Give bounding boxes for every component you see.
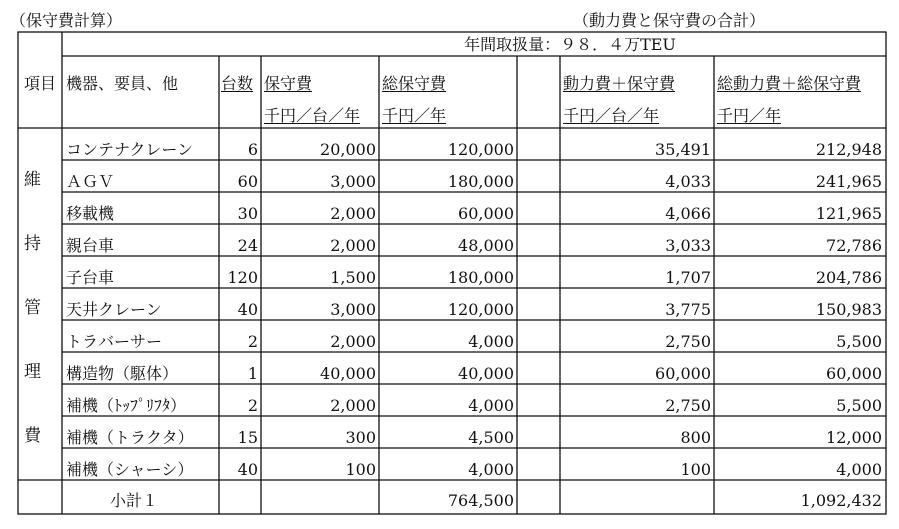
row-total-power-maint: 212,948 [815,140,882,159]
row-name: ＡＧＶ [66,172,115,191]
header-total-maint: 総保守費 [382,74,447,93]
row-units: 60 [237,172,258,191]
row-maint: 40,000 [320,364,376,383]
subtotal-label: 小計１ [110,491,159,510]
row-power-maint: 60,000 [655,364,711,383]
category-char: 費 [24,426,41,446]
row-total-power-maint: 204,786 [815,268,882,287]
row-total-maint: 120,000 [447,300,514,319]
row-total-maint: 180,000 [447,268,514,287]
heading-power-maintenance-total: （動力費と保守費の合計） [573,11,766,30]
row-name: 子台車 [66,268,115,287]
subtotal-total-power-maint: 1,092,432 [800,491,882,510]
header-maint-cost: 保守費 [264,74,313,93]
row-units: 2 [247,396,258,415]
row-total-power-maint: 72,786 [826,236,882,255]
row-units: 15 [237,428,258,447]
header-units: 台数 [221,74,254,93]
row-total-maint: 48,000 [458,236,514,255]
row-maint: 2,000 [330,204,376,223]
row-name: 補機（ﾄｯﾌﾟﾘﾌﾀ） [66,396,187,415]
row-total-power-maint: 60,000 [826,364,882,383]
row-units: 40 [237,300,258,319]
category-char: 持 [24,234,41,254]
row-name: 補機（トラクタ） [66,428,194,447]
row-units: 40 [237,460,258,479]
row-name: 補機（シャーシ） [66,460,194,479]
header-equipment: 機器、要員、他 [66,74,179,93]
row-units: 2 [247,332,258,351]
row-total-power-maint: 150,983 [815,300,882,319]
throughput-label: 年間取扱量：９８．４万TEU [464,35,676,54]
heading-maintenance-calc: （保守費計算） [10,11,123,30]
row-maint: 2,000 [330,236,376,255]
row-units: 30 [237,204,258,223]
row-power-maint: 2,750 [665,332,711,351]
header-item: 項目 [23,74,56,93]
row-total-maint: 180,000 [447,172,514,191]
category-char: 理 [24,362,41,382]
row-power-maint: 4,033 [665,172,711,191]
row-total-maint: 4,000 [468,396,514,415]
row-total-maint: 40,000 [458,364,514,383]
row-total-power-maint: 121,965 [815,204,882,223]
row-total-maint: 4,000 [468,460,514,479]
row-total-maint: 120,000 [447,140,514,159]
row-power-maint: 800 [680,428,711,447]
row-total-maint: 60,000 [458,204,514,223]
row-total-power-maint: 5,500 [836,332,882,351]
row-power-maint: 4,066 [665,204,711,223]
row-total-maint: 4,500 [468,428,514,447]
category-char: 維 [24,170,41,190]
header-power-plus-maint: 動力費＋保守費 [563,74,676,93]
row-total-power-maint: 4,000 [836,460,882,479]
row-units: 6 [247,140,258,159]
row-name: 移載機 [66,204,115,223]
header-total-power-plus-total-maint: 総動力費＋総保守費 [717,74,862,93]
row-maint: 3,000 [330,172,376,191]
row-units: 1 [247,364,258,383]
unit-power-plus-maint: 千円／台／年 [563,106,660,125]
unit-total-maint: 千円／年 [382,106,447,125]
row-power-maint: 1,707 [665,268,711,287]
row-maint: 1,500 [330,268,376,287]
row-power-maint: 35,491 [655,140,711,159]
row-power-maint: 3,033 [665,236,711,255]
row-name: トラバーサー [66,332,163,351]
row-units: 120 [227,268,258,287]
row-power-maint: 2,750 [665,396,711,415]
row-total-power-maint: 5,500 [836,396,882,415]
row-name: コンテナクレーン [66,140,194,159]
subtotal-total-maint: 764,500 [447,491,514,510]
row-maint: 2,000 [330,332,376,351]
row-name: 天井クレーン [66,300,162,319]
row-power-maint: 100 [680,460,711,479]
row-maint: 300 [345,428,376,447]
row-maint: 2,000 [330,396,376,415]
unit-total-power-plus-total-maint: 千円／年 [717,106,782,125]
row-total-power-maint: 241,965 [815,172,882,191]
row-maint: 100 [345,460,376,479]
row-units: 24 [237,236,258,255]
row-power-maint: 3,775 [665,300,711,319]
row-maint: 20,000 [320,140,376,159]
category-char: 管 [24,298,41,318]
row-total-maint: 4,000 [468,332,514,351]
row-name: 親台車 [66,236,115,255]
unit-maint-cost: 千円／台／年 [264,106,361,125]
row-total-power-maint: 12,000 [826,428,882,447]
row-maint: 3,000 [330,300,376,319]
row-name: 構造物（駆体） [66,364,179,383]
